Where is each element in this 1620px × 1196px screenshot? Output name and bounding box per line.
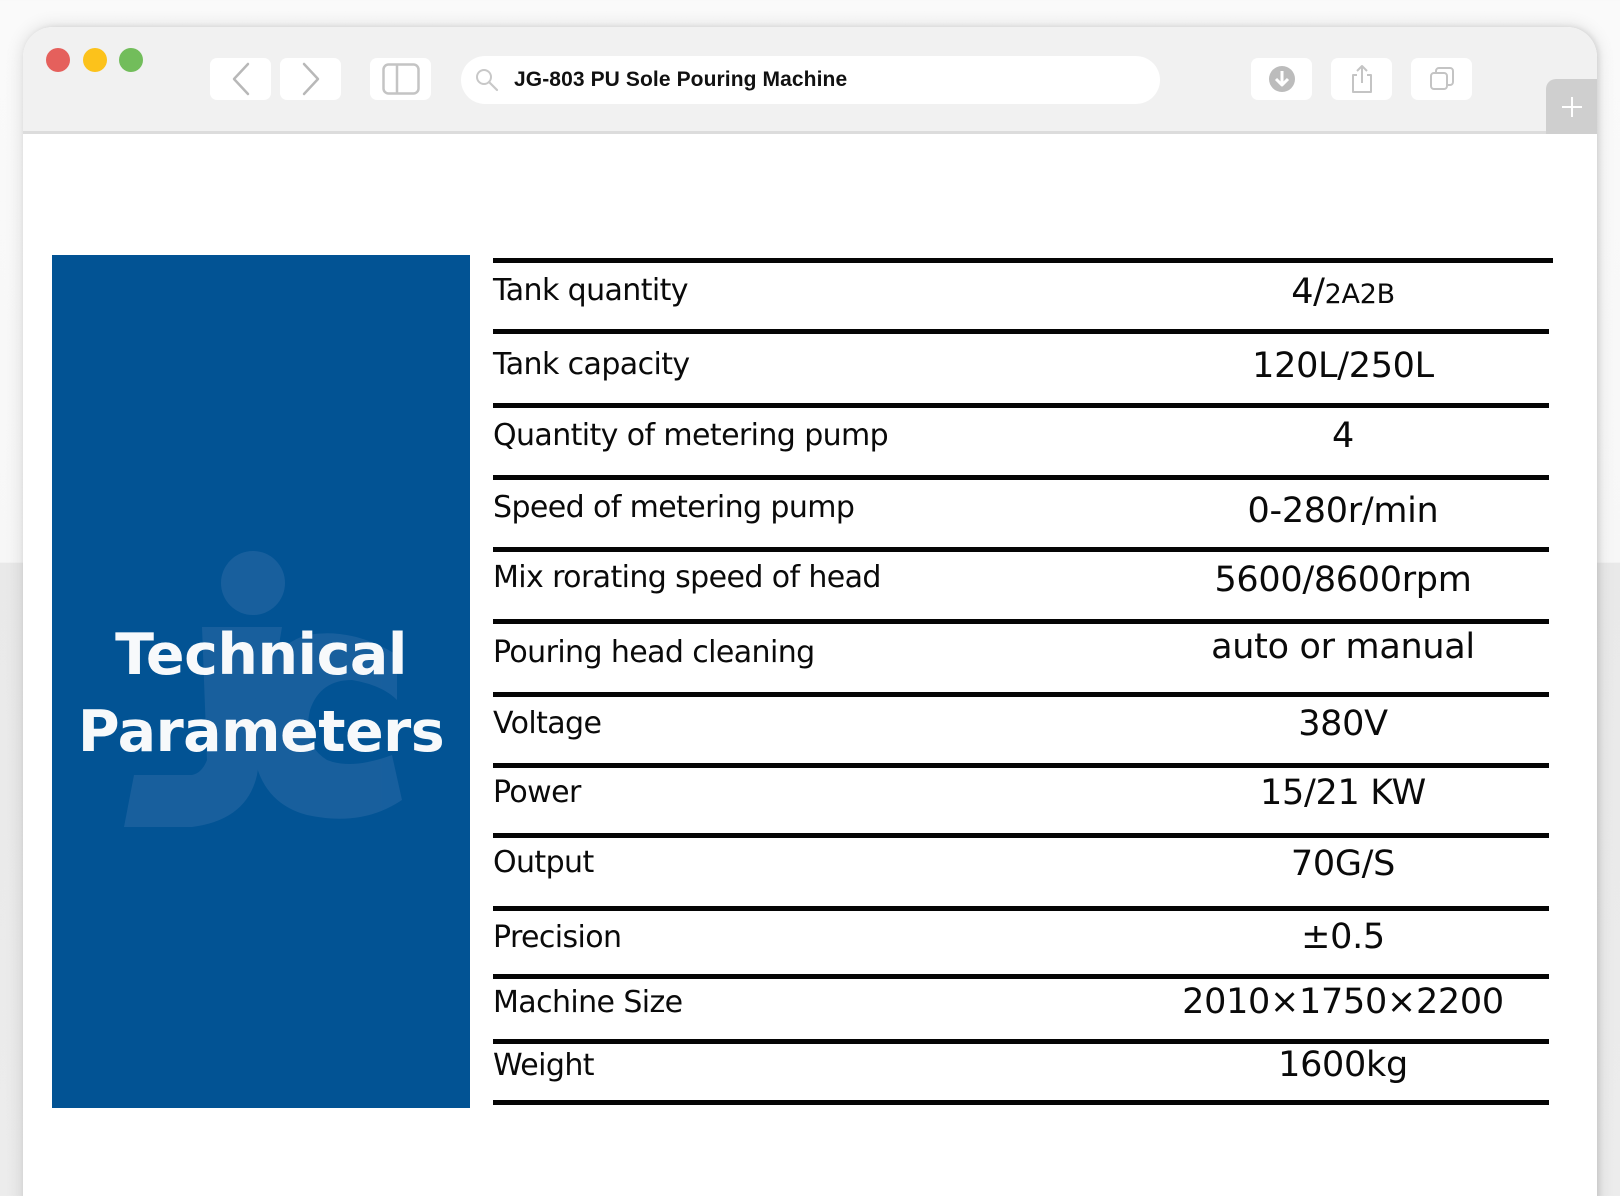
browser-window bbox=[23, 27, 1597, 1196]
technical-parameters-panel bbox=[52, 255, 470, 1108]
forward-button[interactable] bbox=[280, 58, 341, 100]
table-rule bbox=[493, 763, 1549, 768]
table-rule bbox=[493, 619, 1549, 624]
spec-value: 70G/S bbox=[1290, 844, 1396, 884]
spec-label: Power bbox=[493, 775, 581, 810]
panel-title-line2: Parameters bbox=[77, 699, 445, 765]
table-rule bbox=[493, 1100, 1549, 1105]
spec-label: Voltage bbox=[493, 706, 602, 741]
table-rule bbox=[493, 329, 1549, 334]
spec-value: 2010×1750×2200 bbox=[1182, 982, 1504, 1022]
sidebar-toggle-button[interactable] bbox=[370, 58, 431, 100]
spec-value: ±0.5 bbox=[1301, 917, 1385, 957]
chevron-right-icon bbox=[300, 62, 322, 96]
spec-label: Precision bbox=[493, 920, 622, 955]
spec-value: 380V bbox=[1298, 704, 1388, 744]
address-bar[interactable] bbox=[461, 56, 1160, 104]
spec-label: Quantity of metering pump bbox=[493, 418, 889, 453]
chevron-left-icon bbox=[230, 62, 252, 96]
table-rule bbox=[493, 547, 1549, 552]
table-rule bbox=[493, 974, 1549, 979]
spec-label: Weight bbox=[493, 1048, 594, 1083]
spec-value: 0-280r/min bbox=[1247, 491, 1439, 531]
spec-value bbox=[1093, 272, 1593, 312]
back-button[interactable] bbox=[210, 58, 271, 100]
download-button[interactable] bbox=[1251, 58, 1312, 100]
panel-title-line1: Technical bbox=[115, 622, 407, 688]
address-bar-text: JG-803 PU Sole Pouring Machine bbox=[514, 68, 848, 91]
spec-value: 15/21 KW bbox=[1260, 773, 1426, 813]
minimize-window-button[interactable] bbox=[83, 48, 107, 72]
table-rule bbox=[493, 906, 1549, 911]
share-icon bbox=[1350, 64, 1374, 94]
close-window-button[interactable] bbox=[46, 48, 70, 72]
spec-label: Speed of metering pump bbox=[493, 490, 855, 525]
spec-value: auto or manual bbox=[1211, 627, 1475, 667]
spec-label: Tank quantity bbox=[493, 273, 688, 308]
tabs-overview-button[interactable] bbox=[1411, 58, 1472, 100]
sidebar-icon bbox=[382, 63, 420, 95]
spec-label: Tank capacity bbox=[493, 347, 690, 382]
plus-icon bbox=[1561, 96, 1583, 118]
spec-value-main: 4/ bbox=[1291, 272, 1325, 312]
spec-label: Output bbox=[493, 845, 594, 880]
spec-value: 1600kg bbox=[1278, 1045, 1408, 1085]
spec-value: 120L/250L bbox=[1252, 346, 1434, 386]
panel-title bbox=[52, 617, 470, 771]
search-icon bbox=[475, 68, 499, 92]
spec-value: 5600/8600rpm bbox=[1214, 560, 1472, 600]
tabs-icon bbox=[1429, 66, 1455, 92]
table-rule bbox=[493, 258, 1553, 263]
table-rule bbox=[493, 403, 1549, 408]
spec-label: Machine Size bbox=[493, 985, 683, 1020]
spec-label: Mix rorating speed of head bbox=[493, 560, 881, 595]
table-rule bbox=[493, 833, 1549, 838]
zoom-window-button[interactable] bbox=[119, 48, 143, 72]
spec-value: 4 bbox=[1332, 416, 1354, 456]
table-rule bbox=[493, 1039, 1549, 1044]
browser-toolbar bbox=[23, 27, 1597, 134]
spec-label: Pouring head cleaning bbox=[493, 635, 815, 670]
download-icon bbox=[1268, 65, 1296, 93]
new-tab-button[interactable] bbox=[1546, 79, 1597, 134]
page-content bbox=[23, 137, 1597, 1196]
spec-value-small: 2A2B bbox=[1324, 279, 1395, 310]
table-rule bbox=[493, 692, 1549, 697]
share-button[interactable] bbox=[1331, 58, 1392, 100]
table-rule bbox=[493, 475, 1549, 480]
